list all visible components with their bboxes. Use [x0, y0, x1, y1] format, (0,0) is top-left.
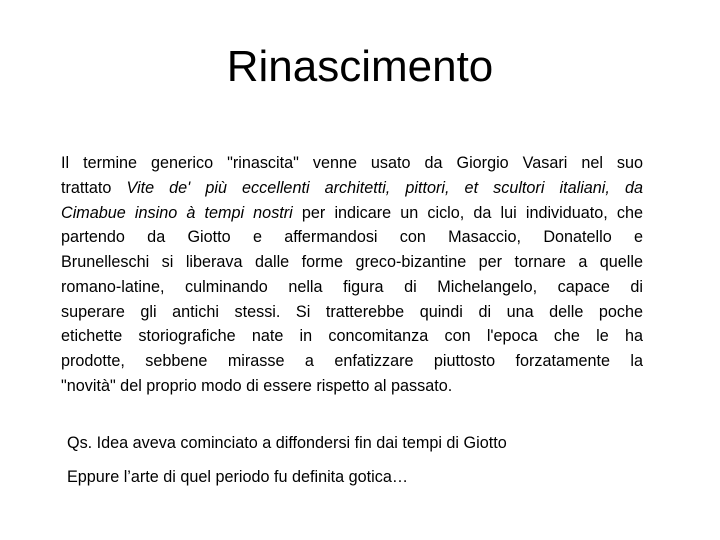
paragraph-line	[61, 349, 643, 374]
slide-title: Rinascimento	[226, 42, 494, 91]
paragraph-text: prodotte, sebbene mirasse a enfatizzare piuttosto forzatamente la	[61, 352, 643, 370]
paragraph-line	[61, 225, 643, 250]
paragraph-text: Il termine generico "rinascita" venne usato da Giorgio Vasari nel suo	[61, 154, 643, 172]
paragraph-text: "novità" del proprio modo di essere rispetto al passato.	[61, 376, 453, 395]
paragraph-text: superare gli antichi stessi. Si tratterebbe quindi di una delle poche	[61, 302, 643, 321]
paragraph-line	[61, 250, 643, 275]
paragraph-line	[61, 176, 643, 201]
paragraph-line	[61, 201, 643, 226]
paragraph-line	[61, 151, 643, 176]
paragraph-line	[61, 374, 643, 399]
note-giotto: Qs. Idea aveva cominciato a diffondersi fin dai tempi di Giotto	[67, 434, 507, 452]
paragraph-text: etichette storiografiche nate in concomitanza con l'epoca che le ha	[61, 327, 643, 346]
book-title-italic: Cimabue insino à tempi nostri	[61, 203, 293, 222]
paragraph-text: Brunelleschi si liberava dalle forme greco-bizantine per tornare a quelle	[61, 253, 643, 271]
paragraph-text: per indicare un ciclo, da lui individuato, che	[292, 203, 643, 222]
paragraph-text: romano-latine, culminando nella figura di Michelangelo, capace di	[61, 277, 643, 296]
paragraph-text: trattato	[61, 178, 127, 197]
body-paragraph	[61, 151, 643, 399]
note-gotica: Eppure l’arte di quel periodo fu definita gotica…	[67, 468, 409, 486]
paragraph-line	[61, 275, 643, 300]
paragraph-text: partendo da Giotto e affermandosi con Masaccio, Donatello e	[61, 228, 643, 247]
paragraph-line	[61, 300, 643, 325]
book-title-italic: Vite de' più eccellenti architetti, pittori, et scultori italiani, da	[126, 178, 643, 197]
paragraph-line	[61, 324, 643, 349]
